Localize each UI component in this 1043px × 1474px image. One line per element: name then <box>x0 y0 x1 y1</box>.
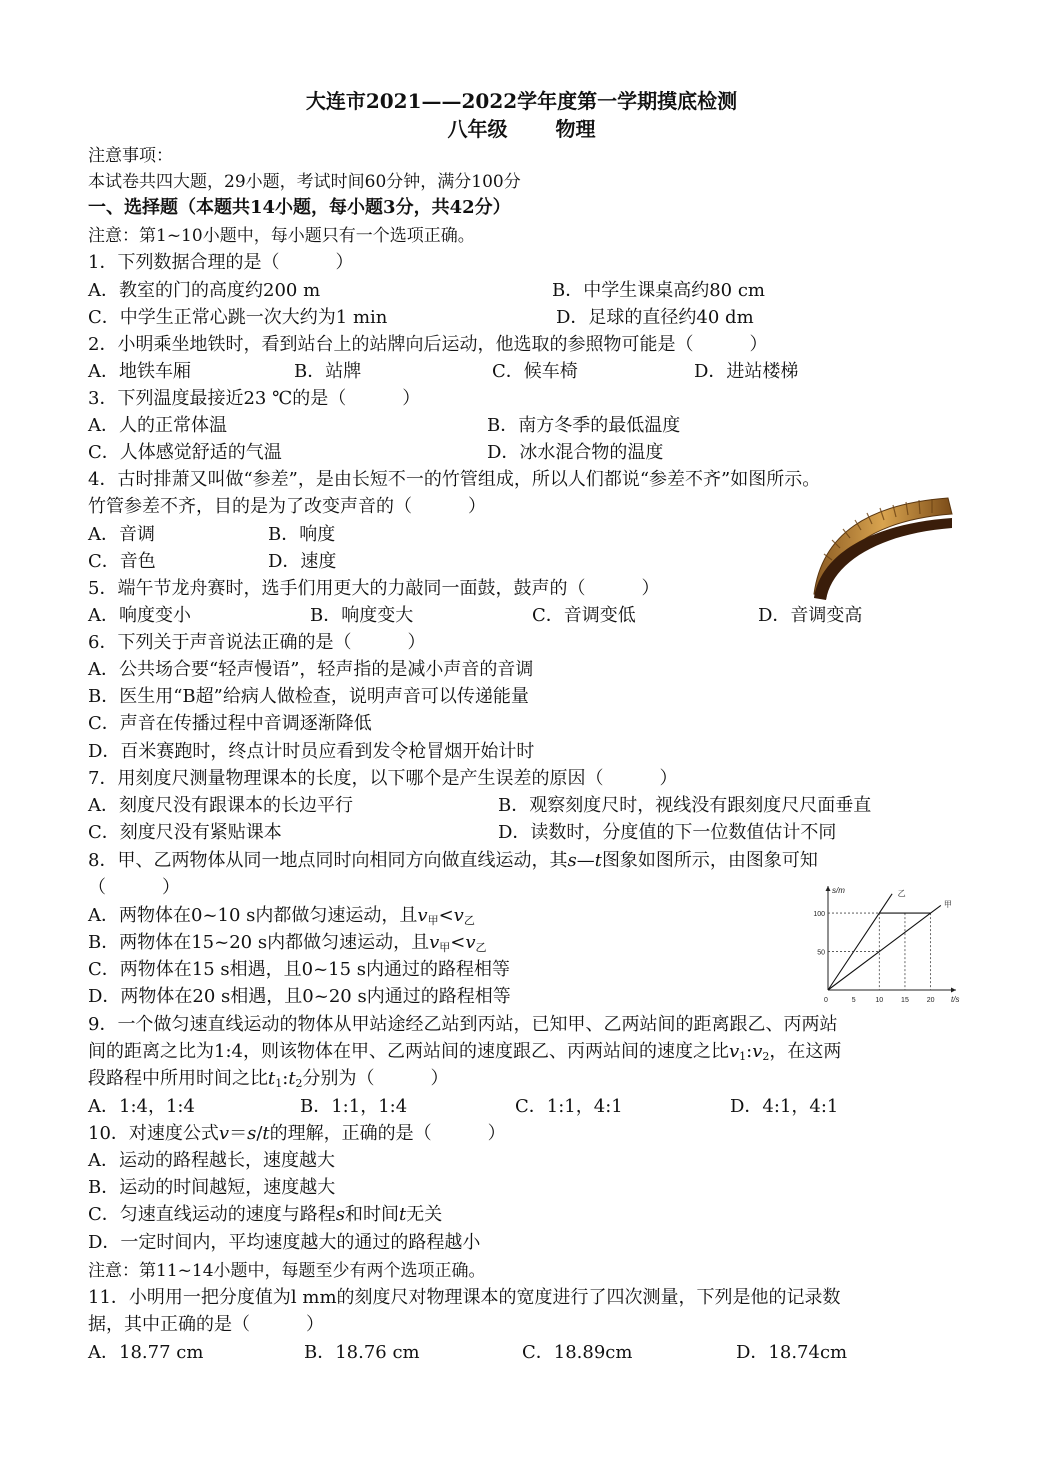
y-tick-label: 50 <box>817 949 825 957</box>
q10-option-d: D．一定时间内，平均速度越大的通过的路程越小 <box>88 1232 481 1253</box>
q9-option-c: C．1:1，4:1 <box>515 1096 623 1117</box>
y-axis-label: s/m <box>832 886 845 895</box>
x-tick-label: 0 <box>824 997 828 1004</box>
q6-option-d: D．百米赛跑时，终点计时员应看到发令枪冒烟开始计时 <box>88 741 535 762</box>
q8-option-d: D．两物体在20 s相遇，且0~20 s内通过的路程相等 <box>88 986 511 1007</box>
q5-option-c: C．音调变低 <box>532 605 636 626</box>
q1-option-d: D．足球的直径约40 dm <box>556 307 754 328</box>
q8-option-c: C．两物体在15 s相遇，且0~15 s内通过的路程相等 <box>88 959 511 980</box>
q4-option-c: C．音色 <box>88 551 156 572</box>
q3-option-c: C．人体感觉舒适的气温 <box>88 442 282 463</box>
series-label-jia: 甲 <box>943 899 952 909</box>
q4-option-b: B．响度 <box>268 524 336 545</box>
q7-option-d: D．读数时，分度值的下一位数值估计不同 <box>498 822 837 843</box>
q7-option-b: B．观察刻度尺时，视线没有跟刻度尺尺面垂直 <box>498 795 872 816</box>
q4-option-d: D．速度 <box>268 551 337 572</box>
section1-note1: 注意：第1~10小题中，每小题只有一个选项正确。 <box>88 226 475 246</box>
q2-option-b: B．站牌 <box>294 361 362 382</box>
q6-option-c: C．声音在传播过程中音调逐渐降低 <box>88 713 372 734</box>
q11-option-b: B．18.76 cm <box>304 1342 420 1363</box>
q9-option-d: D．4:1，4:1 <box>730 1096 839 1117</box>
q11-stem-line2: 据，其中正确的是（ ） <box>88 1314 324 1335</box>
st-graph <box>806 884 964 1004</box>
section1-note2: 注意：第11~14小题中，每题至少有两个选项正确。 <box>88 1261 486 1281</box>
q1-option-b: B．中学生课桌高约80 cm <box>552 280 766 301</box>
q1-stem: 1．下列数据合理的是（ ） <box>88 252 354 273</box>
q6-option-b: B．医生用“B超”给病人做检查，说明声音可以传递能量 <box>88 686 529 707</box>
series-line-jia <box>828 905 941 990</box>
pan-flute-image <box>812 494 954 602</box>
series-label-yi: 乙 <box>897 889 906 899</box>
q4-option-a: A．音调 <box>88 524 155 545</box>
q2-option-d: D．进站楼梯 <box>694 361 799 382</box>
q10-option-c: C．匀速直线运动的速度与路程s和时间t无关 <box>88 1204 443 1225</box>
x-axis-arrow <box>951 988 956 993</box>
q7-option-a: A．刻度尺没有跟课本的长边平行 <box>88 795 353 816</box>
y-tick-label: 100 <box>813 911 825 919</box>
subject-label: 物理 <box>555 117 596 141</box>
exam-title: 大连市2021——2022学年度第一学期摸底检测 <box>305 89 738 113</box>
q7-option-c: C．刻度尺没有紧贴课本 <box>88 822 282 843</box>
exam-subtitle <box>0 116 1043 142</box>
q6-option-a: A．公共场合要“轻声慢语”，轻声指的是减小声音的音调 <box>88 659 534 680</box>
q3-option-a: A．人的正常体温 <box>88 415 227 436</box>
q11-stem-line1: 11．小明用一把分度值为l mm的刻度尺对物理课本的宽度进行了四次测量，下列是他的记录数 <box>88 1287 841 1308</box>
q2-stem: 2．小明乘坐地铁时，看到站台上的站牌向后运动，他选取的参照物可能是（ ） <box>88 334 768 355</box>
section1-heading: 一、选择题（本题共14小题，每小题3分，共42分） <box>88 197 511 218</box>
q2-option-c: C．候车椅 <box>492 361 578 382</box>
q1-option-c: C．中学生正常心跳一次大约为1 min <box>88 307 388 328</box>
q5-option-a: A．响度变小 <box>88 605 191 626</box>
q4-stem-line1: 4．古时排萧又叫做“参差”，是由长短不一的竹管组成，所以人们都说“参差不齐”如图所示。 <box>88 469 821 490</box>
q10-option-a: A．运动的路程越长，速度越大 <box>88 1150 335 1171</box>
q7-stem: 7．用刻度尺测量物理课本的长度，以下哪个是产生误差的原因（ ） <box>88 768 678 789</box>
q3-option-b: B．南方冬季的最低温度 <box>487 415 681 436</box>
q6-stem: 6．下列关于声音说法正确的是（ ） <box>88 632 426 653</box>
x-tick-label: 15 <box>901 997 909 1004</box>
q9-option-a: A．1:4，1:4 <box>88 1096 195 1117</box>
q8-option-b: B．两物体在15~20 s内都做匀速运动，且$v_甲<v_乙$ <box>88 932 487 954</box>
q9-stem-line2: 间的距离之比为1:4，则该物体在甲、乙两站间的速度跟乙、丙两站间的速度之比$v_1:v_2$，在这两 <box>88 1041 842 1063</box>
q8-stem-line2: （ ） <box>88 877 180 898</box>
x-tick-label: 20 <box>926 997 935 1004</box>
q10-option-b: B．运动的时间越短，速度越大 <box>88 1177 336 1198</box>
st-labels <box>813 886 959 1004</box>
q1-option-a: A．教室的门的高度约200 m <box>88 280 321 301</box>
q8-stem-line1: 8．甲、乙两物体从同一地点同时向相同方向做直线运动，其s—t图象如图所示，由图象可知 <box>88 850 818 871</box>
y-axis-arrow <box>826 886 831 891</box>
q11-option-a: A．18.77 cm <box>88 1342 204 1363</box>
q11-option-c: C．18.89cm <box>522 1342 633 1363</box>
series-yi-ext <box>879 894 892 913</box>
q3-stem: 3．下列温度最接近23 ℃的是（ ） <box>88 388 421 409</box>
q11-option-d: D．18.74cm <box>736 1342 848 1363</box>
pan-flute-pipes <box>814 498 952 598</box>
q9-stem-line3: 段路程中所用时间之比$t_1:t_2$分别为（ ） <box>88 1068 449 1090</box>
q3-option-d: D．冰水混合物的温度 <box>487 442 664 463</box>
x-tick-label: 10 <box>875 997 884 1004</box>
q8-option-a: A．两物体在0~10 s内都做匀速运动，且$v_甲<v_乙$ <box>88 905 475 927</box>
st-series <box>828 894 941 990</box>
q9-option-b: B．1:1，1:4 <box>300 1096 408 1117</box>
q10-stem: 10．对速度公式v＝s/t的理解，正确的是（ ） <box>88 1123 506 1144</box>
q5-stem: 5．端午节龙舟赛时，选手们用更大的力敲同一面鼓，鼓声的（ ） <box>88 578 660 599</box>
q2-option-a: A．地铁车厢 <box>88 361 191 382</box>
q5-option-b: B．响度变大 <box>310 605 414 626</box>
q4-stem-line2: 竹管参差不齐，目的是为了改变声音的（ ） <box>88 496 486 517</box>
notice-text: 本试卷共四大题，29小题，考试时间60分钟，满分100分 <box>88 172 521 192</box>
x-axis-label: t/s <box>951 995 960 1004</box>
q5-option-d: D．音调变高 <box>758 605 863 626</box>
x-tick-label: 5 <box>851 997 856 1004</box>
grade-label: 八年级 <box>447 117 508 141</box>
q9-stem-line1: 9．一个做匀速直线运动的物体从甲站途经乙站到丙站，已知甲、乙两站间的距离跟乙、丙两站 <box>88 1014 838 1035</box>
notice-heading: 注意事项： <box>88 146 173 166</box>
